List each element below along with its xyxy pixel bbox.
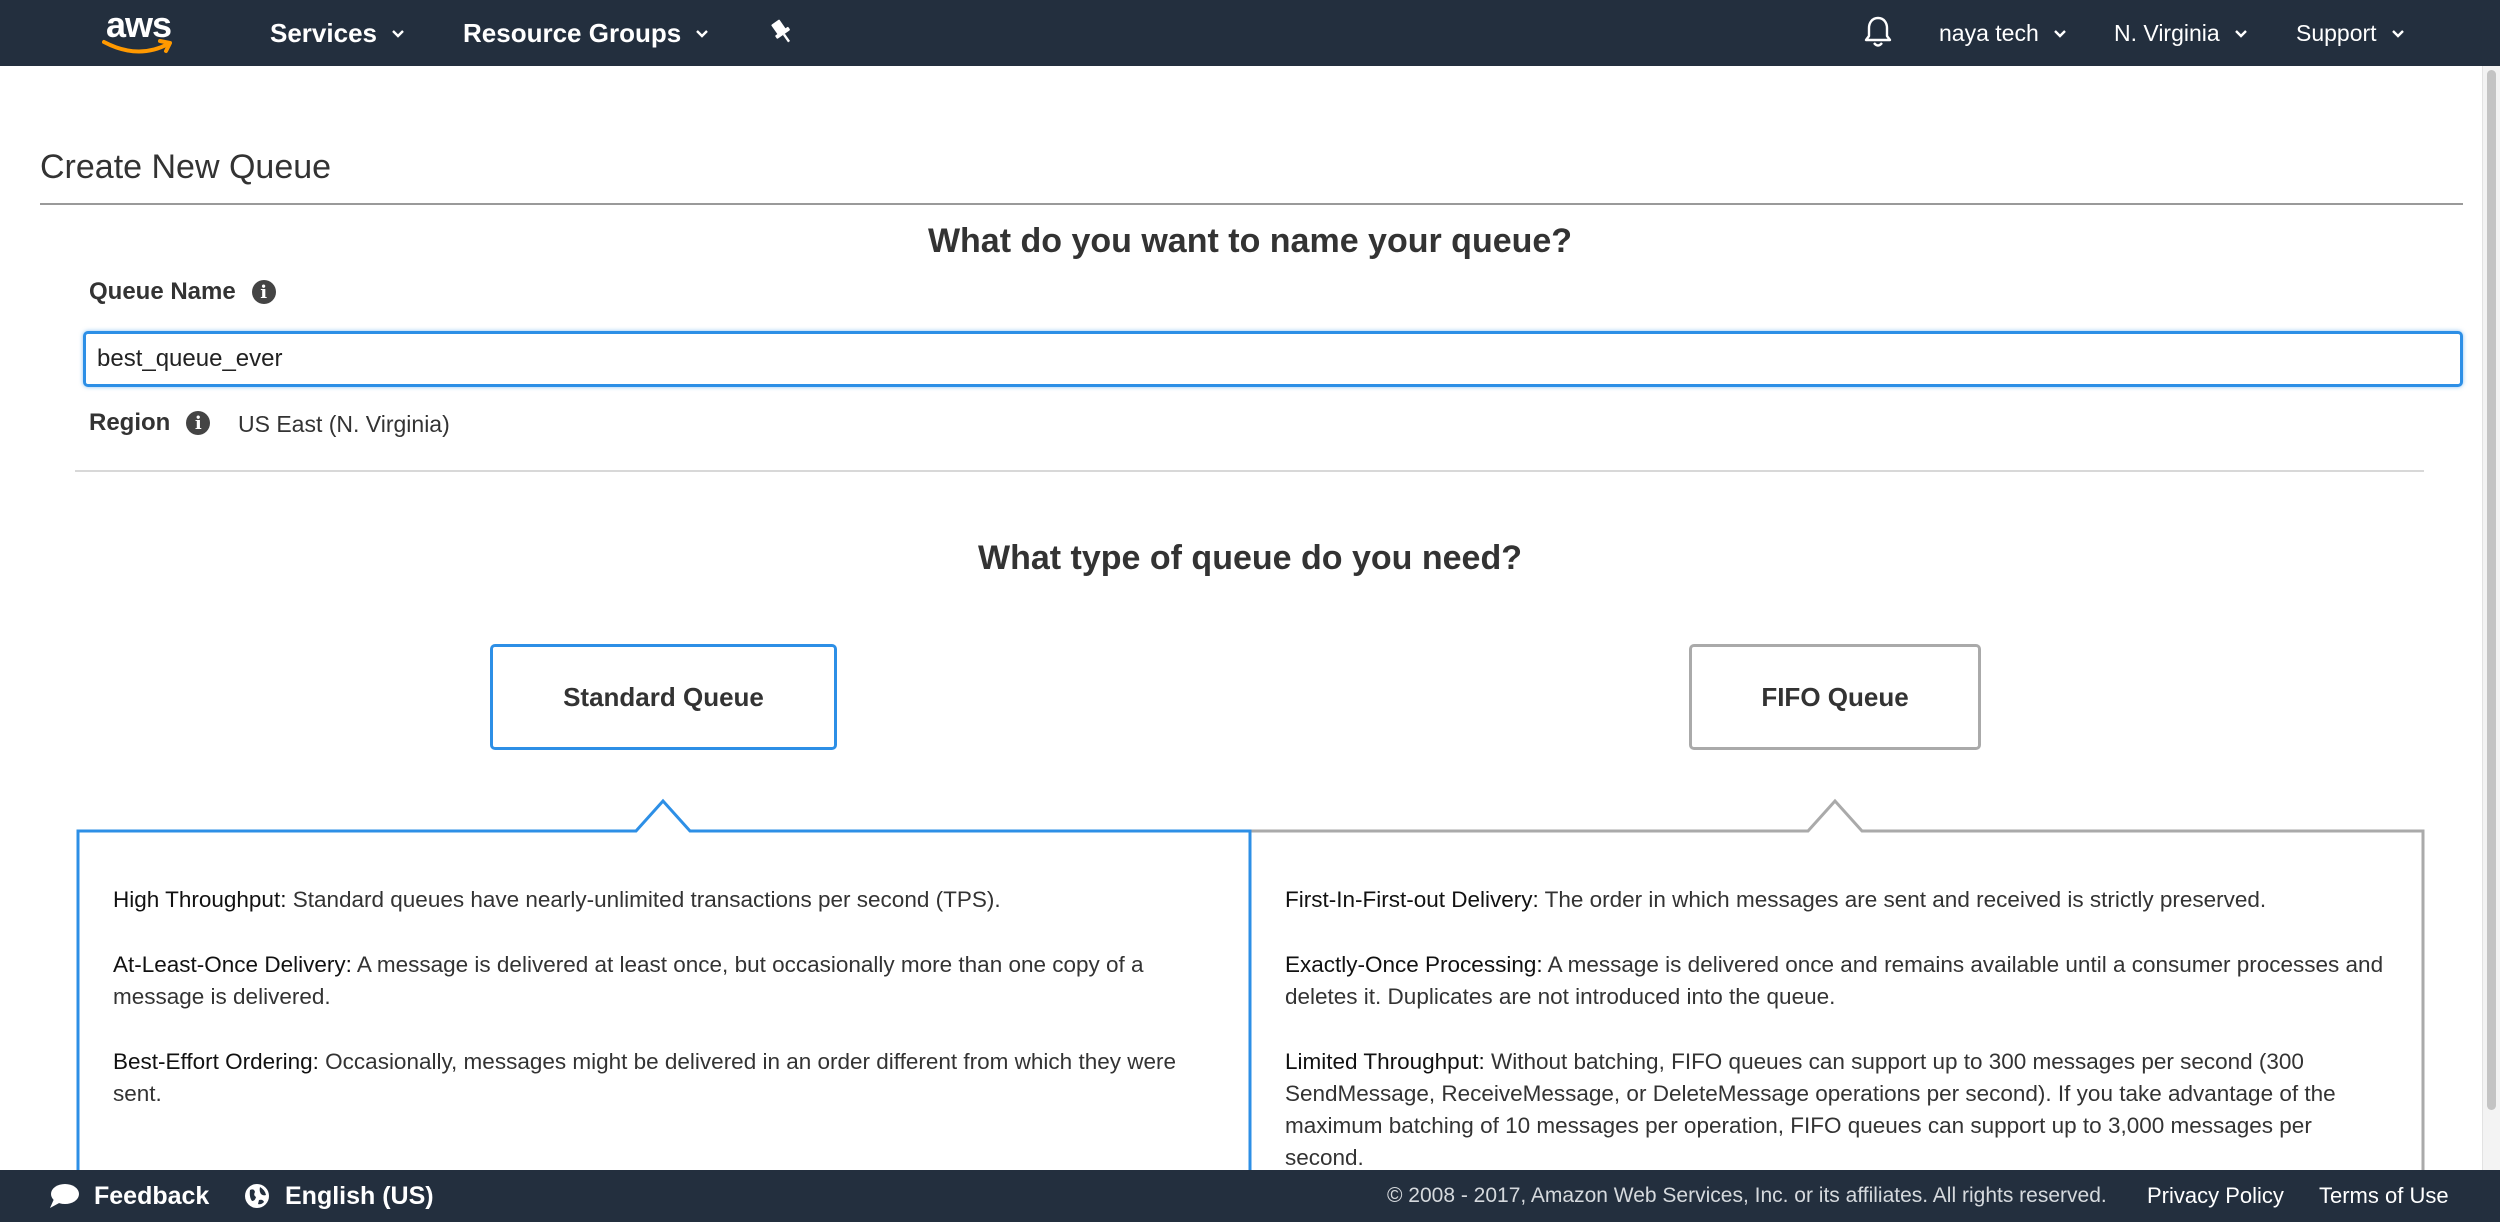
region-label-row [89,409,210,437]
copyright-text: © 2008 - 2017, Amazon Web Services, Inc. or its affiliates. All rights reserved. [1387,1184,2107,1207]
feature-text: A message is delivered at least once, but occasionally more than one copy of a message is delivered. [113,952,1144,1009]
chevron-down-icon [2234,29,2248,38]
chevron-down-icon [695,29,709,38]
feature-text: The order in which messages are sent and received is strictly preserved. [1538,887,2267,912]
account-menu[interactable] [1939,0,2067,66]
standard-queue-tile[interactable] [490,644,837,750]
standard-queue-label: Standard Queue [563,681,764,712]
region-value: US East (N. Virginia) [238,411,450,437]
feature-title: At-Least-Once Delivery: [113,952,352,977]
title-divider [40,203,2463,205]
speech-bubble-icon [48,1182,80,1210]
resource-groups-label: Resource Groups [463,17,682,48]
aws-logo[interactable] [98,2,180,58]
feature-text: Standard queues have nearly-unlimited transactions per second (TPS). [286,887,1001,912]
section-divider [75,470,2424,472]
feedback-label: Feedback [94,1181,210,1210]
feature-text: A message is delivered once and remains available until a consumer processes and deletes it. Duplicates are not introduced into the queue. [1285,952,2384,1009]
page-title: Create New Queue [40,148,332,186]
fifo-feature-3 [1285,1046,2385,1174]
language-selector[interactable] [243,1170,434,1222]
feature-title: Exactly-Once Processing: [1285,952,1543,977]
fifo-queue-tile[interactable] [1689,644,1981,750]
fifo-feature-1 [1285,884,2385,916]
support-label: Support [2296,19,2377,46]
support-menu[interactable] [2296,0,2405,66]
queue-name-label-row [89,278,276,306]
queue-name-label: Queue Name [89,278,236,305]
language-label: English (US) [285,1181,434,1210]
feature-text: Without batching, FIFO queues can support up to 300 messages per second (300 SendMessage, ReceiveMessage, or DeleteMessage operations per second). If you take advantage of the maximum batching of 10 messages per operation, FIFO queues can support up to 3,000 messages per second. [1285,1049,2336,1170]
feature-title: Limited Throughput: [1285,1049,1485,1074]
region-label: Region [89,409,171,436]
services-label: Services [270,17,377,48]
fifo-feature-2 [1285,949,2385,1013]
bell-icon[interactable] [1863,15,1893,54]
aws-logo-text: aws [106,4,172,45]
feature-title: High Throughput: [113,887,287,912]
standard-feature-2 [113,949,1203,1013]
fifo-queue-label: FIFO Queue [1761,681,1909,712]
footer-bar [0,1170,2500,1222]
feature-title: Best-Effort Ordering: [113,1049,319,1074]
queue-name-heading: What do you want to name your queue? [927,222,1573,260]
info-icon[interactable]: i [252,280,276,304]
feature-title: First-In-First-out Delivery: [1285,887,1539,912]
info-icon[interactable]: i [186,411,210,435]
standard-feature-3 [113,1046,1203,1110]
aws-smile-icon [102,38,176,56]
feature-text: Occasionally, messages might be delivered in an order different from which they were sent. [113,1049,1176,1106]
privacy-policy-link[interactable]: Privacy Policy [2147,1183,2284,1208]
services-menu[interactable] [270,0,405,66]
chevron-down-icon [2053,29,2067,38]
region-menu-label: N. Virginia [2114,19,2220,46]
pin-icon[interactable] [768,17,796,52]
queue-type-heading: What type of queue do you need? [978,539,1522,577]
feedback-button[interactable] [48,1170,209,1222]
chevron-down-icon [2391,29,2405,38]
region-menu[interactable] [2114,0,2248,66]
top-navigation-bar [0,0,2500,66]
globe-icon [243,1182,271,1210]
standard-feature-1 [113,884,1203,916]
queue-name-input[interactable] [83,331,2463,387]
resource-groups-menu[interactable] [463,0,709,66]
chevron-down-icon [391,29,405,38]
terms-of-use-link[interactable]: Terms of Use [2319,1183,2449,1208]
account-label: naya tech [1939,19,2039,46]
